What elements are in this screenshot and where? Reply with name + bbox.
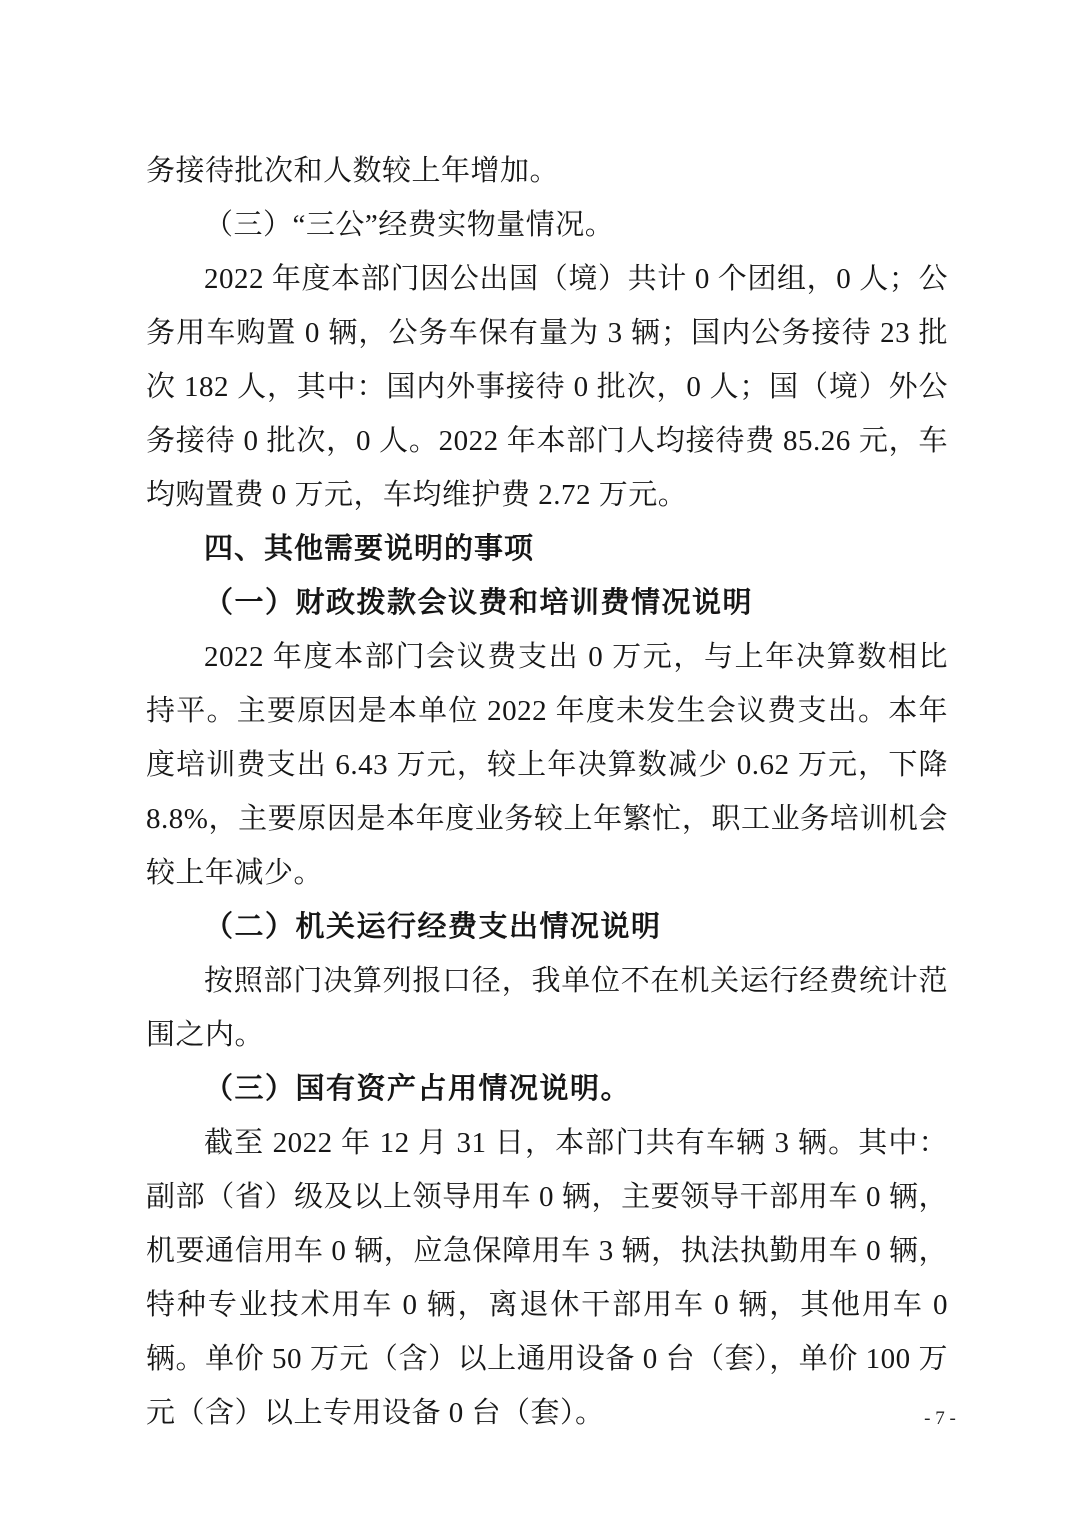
page-number: - 7 - (924, 1408, 956, 1429)
paragraph-9-heading-2: （三）国有资产占用情况说明。 (204, 1073, 632, 1105)
page-content (146, 144, 948, 1440)
paragraph-1-body-noindent: 务接待批次和人数较上年增加。 (146, 155, 560, 187)
paragraph-10-body: 截至 2022 年 12 月 31 日，本部门共有车辆 3 辆。其中：副部（省）级及以上领导用车 0 辆，主要领导干部用车 0 辆，机要通信用车 0 辆，应急保障用车 3 辆，执法执勤用车 0 辆，特种专业技术用车 0 辆，离退休干部用车 0 辆，其他用车 0 辆。单价 50 万元（含）以上通用设备 0 台（套），单价 100 万元（含）以上专用设备 0 台（套）。 (146, 1127, 948, 1429)
paragraph-4-heading-1: 四、其他需要说明的事项 (204, 533, 535, 565)
paragraph-3-body: 2022 年度本部门因公出国（境）共计 0 个团组，0 人；公务用车购置 0 辆，公务车保有量为 3 辆；国内公务接待 23 批次 182 人，其中：国内外事接待 0 批次，0 人；国（境）外公务接待 0 批次，0 人。2022 年本部门人均接待费 85.26 元，车均购置费 0 万元，车均维护费 2.72 万元。 (146, 263, 948, 511)
paragraph-5-heading-2: （一）财政拨款会议费和培训费情况说明 (204, 587, 754, 619)
paragraph-7-heading-2: （二）机关运行经费支出情况说明 (204, 911, 662, 943)
paragraph-6-body: 2022 年度本部门会议费支出 0 万元，与上年决算数相比持平。主要原因是本单位 2022 年度未发生会议费支出。本年度培训费支出 6.43 万元，较上年决算数减少 0.62 万元，下降 8.8%，主要原因是本年度业务较上年繁忙，职工业务培训机会较上年减少。 (146, 641, 948, 889)
paragraph-8-body: 按照部门决算列报口径，我单位不在机关运行经费统计范围之内。 (146, 965, 948, 1051)
paragraph-2-subheading-regular: （三）“三公”经费实物量情况。 (204, 209, 615, 241)
